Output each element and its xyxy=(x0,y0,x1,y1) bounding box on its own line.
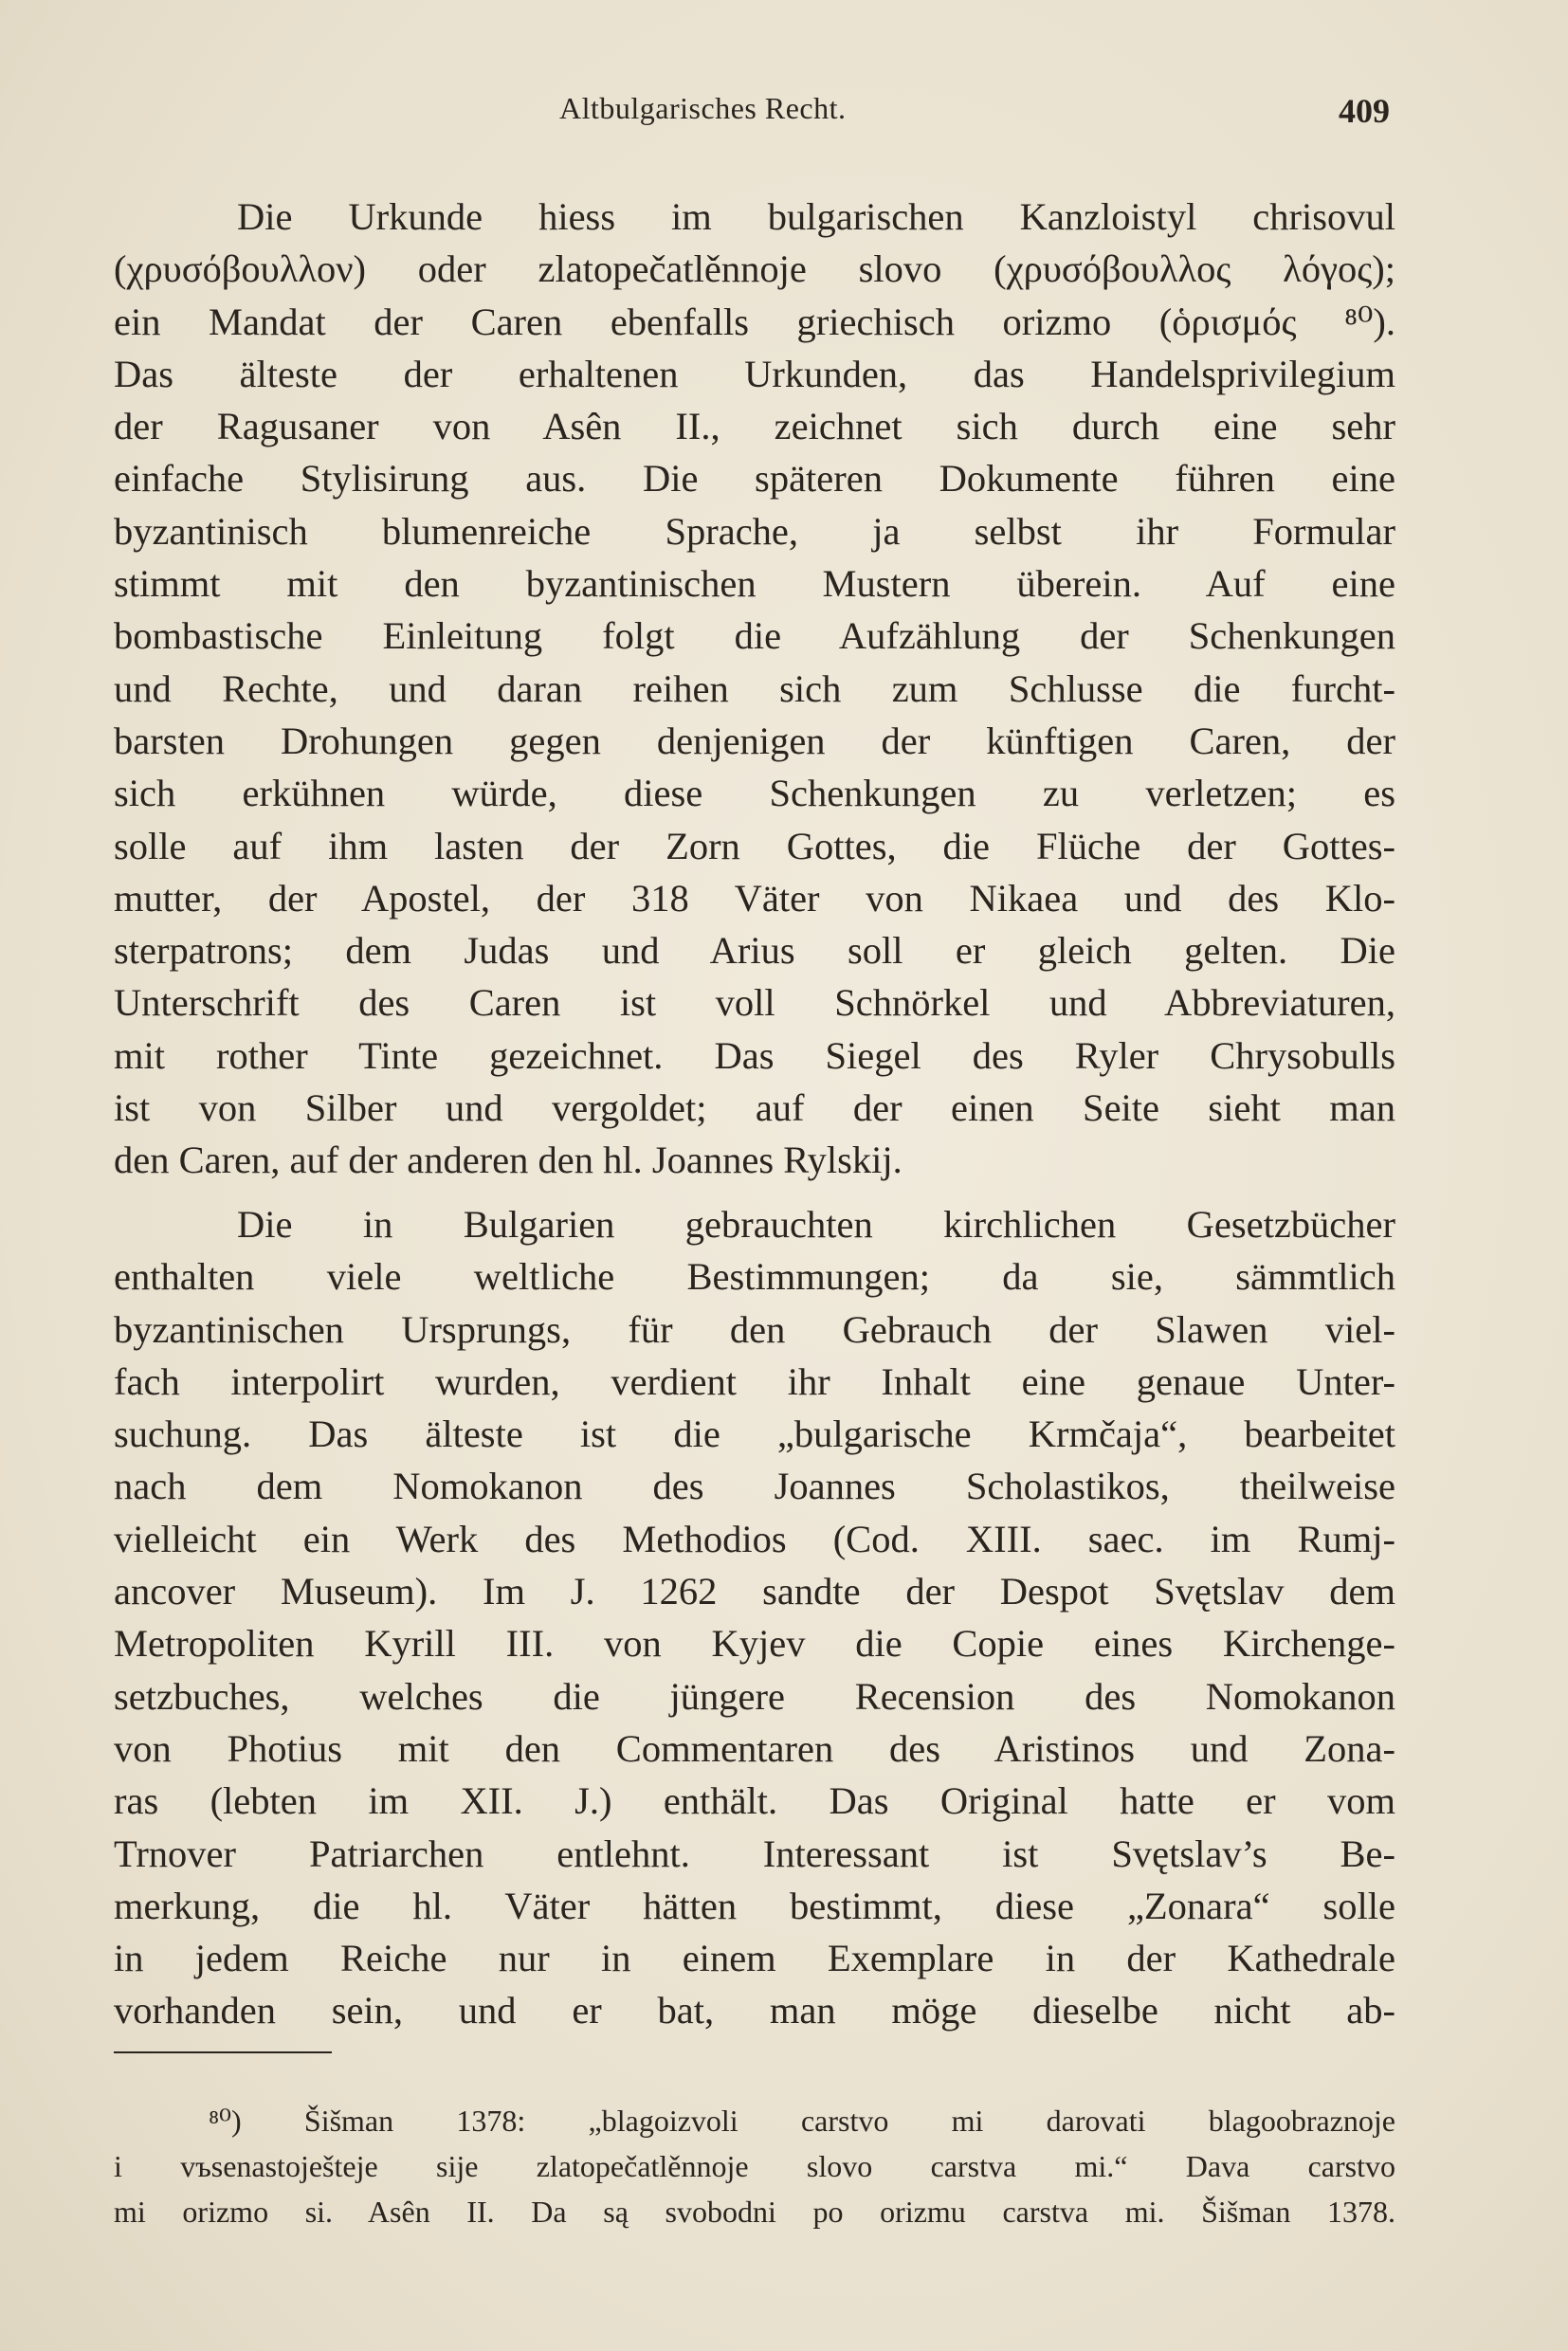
text-line: mutter, der Apostel, der 318 Väter von Nikaea und des Klo- xyxy=(114,876,1395,920)
text-line: der Ragusaner von Asên II., zeichnet sich durch eine sehr xyxy=(114,405,1395,448)
text-line: Das älteste der erhaltenen Urkunden, das Handelsprivilegium xyxy=(114,352,1395,395)
text-line: stimmt mit den byzantinischen Mustern überein. Auf eine xyxy=(114,562,1395,606)
text-line: ras (lebten im XII. J.) enthält. Das Original hatte er vom xyxy=(114,1779,1395,1823)
text-line: sich erkühnen würde, diese Schenkungen zu verletzen; es xyxy=(114,772,1395,815)
text-line: barsten Drohungen gegen denjenigen der künftigen Caren, der xyxy=(114,719,1395,762)
text-line: einfache Stylisirung aus. Die späteren Dokumente führen eine xyxy=(114,457,1395,501)
footnote-line: mi orizmo si. Asên II. Da są svobodni po orizmu carstva mi. Šišman 1378. xyxy=(114,2195,1395,2229)
text-line: merkung, die hl. Väter hätten bestimmt, diese „Zonara“ solle xyxy=(114,1884,1395,1927)
text-line: bombastische Einleitung folgt die Aufzählung der Schenkungen xyxy=(114,614,1395,658)
text-line: in jedem Reiche nur in einem Exemplare in der Kathedrale xyxy=(114,1937,1395,1980)
text-line: byzantinisch blumenreiche Sprache, ja selbst ihr Formular xyxy=(114,509,1395,553)
text-line: nach dem Nomokanon des Joannes Scholastikos, theilweise xyxy=(114,1465,1395,1508)
running-header: Altbulgarisches Recht. xyxy=(559,91,847,125)
page-number: 409 xyxy=(1339,92,1390,130)
paragraph-2 xyxy=(114,1198,1395,2037)
text-line: vorhanden sein, und er bat, man möge dieselbe nicht ab- xyxy=(114,1989,1395,2032)
footnote xyxy=(114,2098,1395,2234)
text-line: fach interpolirt wurden, verdient ihr Inhalt eine genaue Unter- xyxy=(114,1359,1395,1403)
paragraph-1 xyxy=(114,191,1395,1187)
text-line: den Caren, auf der anderen den hl. Joannes Rylskij. xyxy=(114,1139,903,1182)
text-line: (χρυσόβουλλον) oder zlatopečatlěnnoje slovo (χρυσόβουλλος λόγος); xyxy=(114,247,1395,291)
text-line: sterpatrons; dem Judas und Arius soll er gleich gelten. Die xyxy=(114,929,1395,973)
footnote-line: ⁸⁰) Šišman 1378: „blagoizvoli carstvo mi darovati blagoobraznoje xyxy=(209,2104,1395,2138)
text-line: solle auf ihm lasten der Zorn Gottes, die Flüche der Gottes- xyxy=(114,824,1395,867)
text-line: enthalten viele weltliche Bestimmungen; da sie, sämmtlich xyxy=(114,1255,1395,1299)
text-line: Metropoliten Kyrill III. von Kyjev die Copie eines Kirchenge- xyxy=(114,1622,1395,1666)
text-line: von Photius mit den Commentaren des Aristinos und Zona- xyxy=(114,1726,1395,1770)
footnote-line: i vъsenastoještejе sije zlatopečatlěnnoje slovo carstva mi.“ Dava carstvo xyxy=(114,2149,1395,2183)
text-line: Trnover Patriarchen entlehnt. Interessant ist Svętslav’s Be- xyxy=(114,1832,1395,1875)
text-line: ancover Museum). Im J. 1262 sandte der Despot Svętslav dem xyxy=(114,1570,1395,1613)
text-line: Unterschrift des Caren ist voll Schnörkel und Abbreviaturen, xyxy=(114,981,1395,1025)
text-line: mit rother Tinte gezeichnet. Das Siegel des Ryler Chrysobulls xyxy=(114,1033,1395,1077)
text-line: ist von Silber und vergoldet; auf der einen Seite sieht man xyxy=(114,1086,1395,1130)
text-line: suchung. Das älteste ist die „bulgarische Krmčaja“, bearbeitet xyxy=(114,1412,1395,1456)
footnote-divider xyxy=(114,2051,332,2053)
text-line: byzantinischen Ursprungs, für den Gebrauch der Slawen viel- xyxy=(114,1307,1395,1351)
text-line: vielleicht ein Werk des Methodios (Cod. XIII. saec. im Rumj- xyxy=(114,1517,1395,1560)
text-line: Die in Bulgarien gebrauchten kirchlichen Gesetzbücher xyxy=(237,1203,1395,1246)
text-line: und Rechte, und daran reihen sich zum Schlusse die furcht- xyxy=(114,666,1395,710)
text-line: Die Urkunde hiess im bulgarischen Kanzloistyl chrisovul xyxy=(237,195,1395,238)
text-line: ein Mandat der Caren ebenfalls griechisch orizmo (ὁρισμός ⁸⁰). xyxy=(114,300,1395,343)
text-line: setzbuches, welches die jüngere Recension des Nomokanon xyxy=(114,1674,1395,1718)
